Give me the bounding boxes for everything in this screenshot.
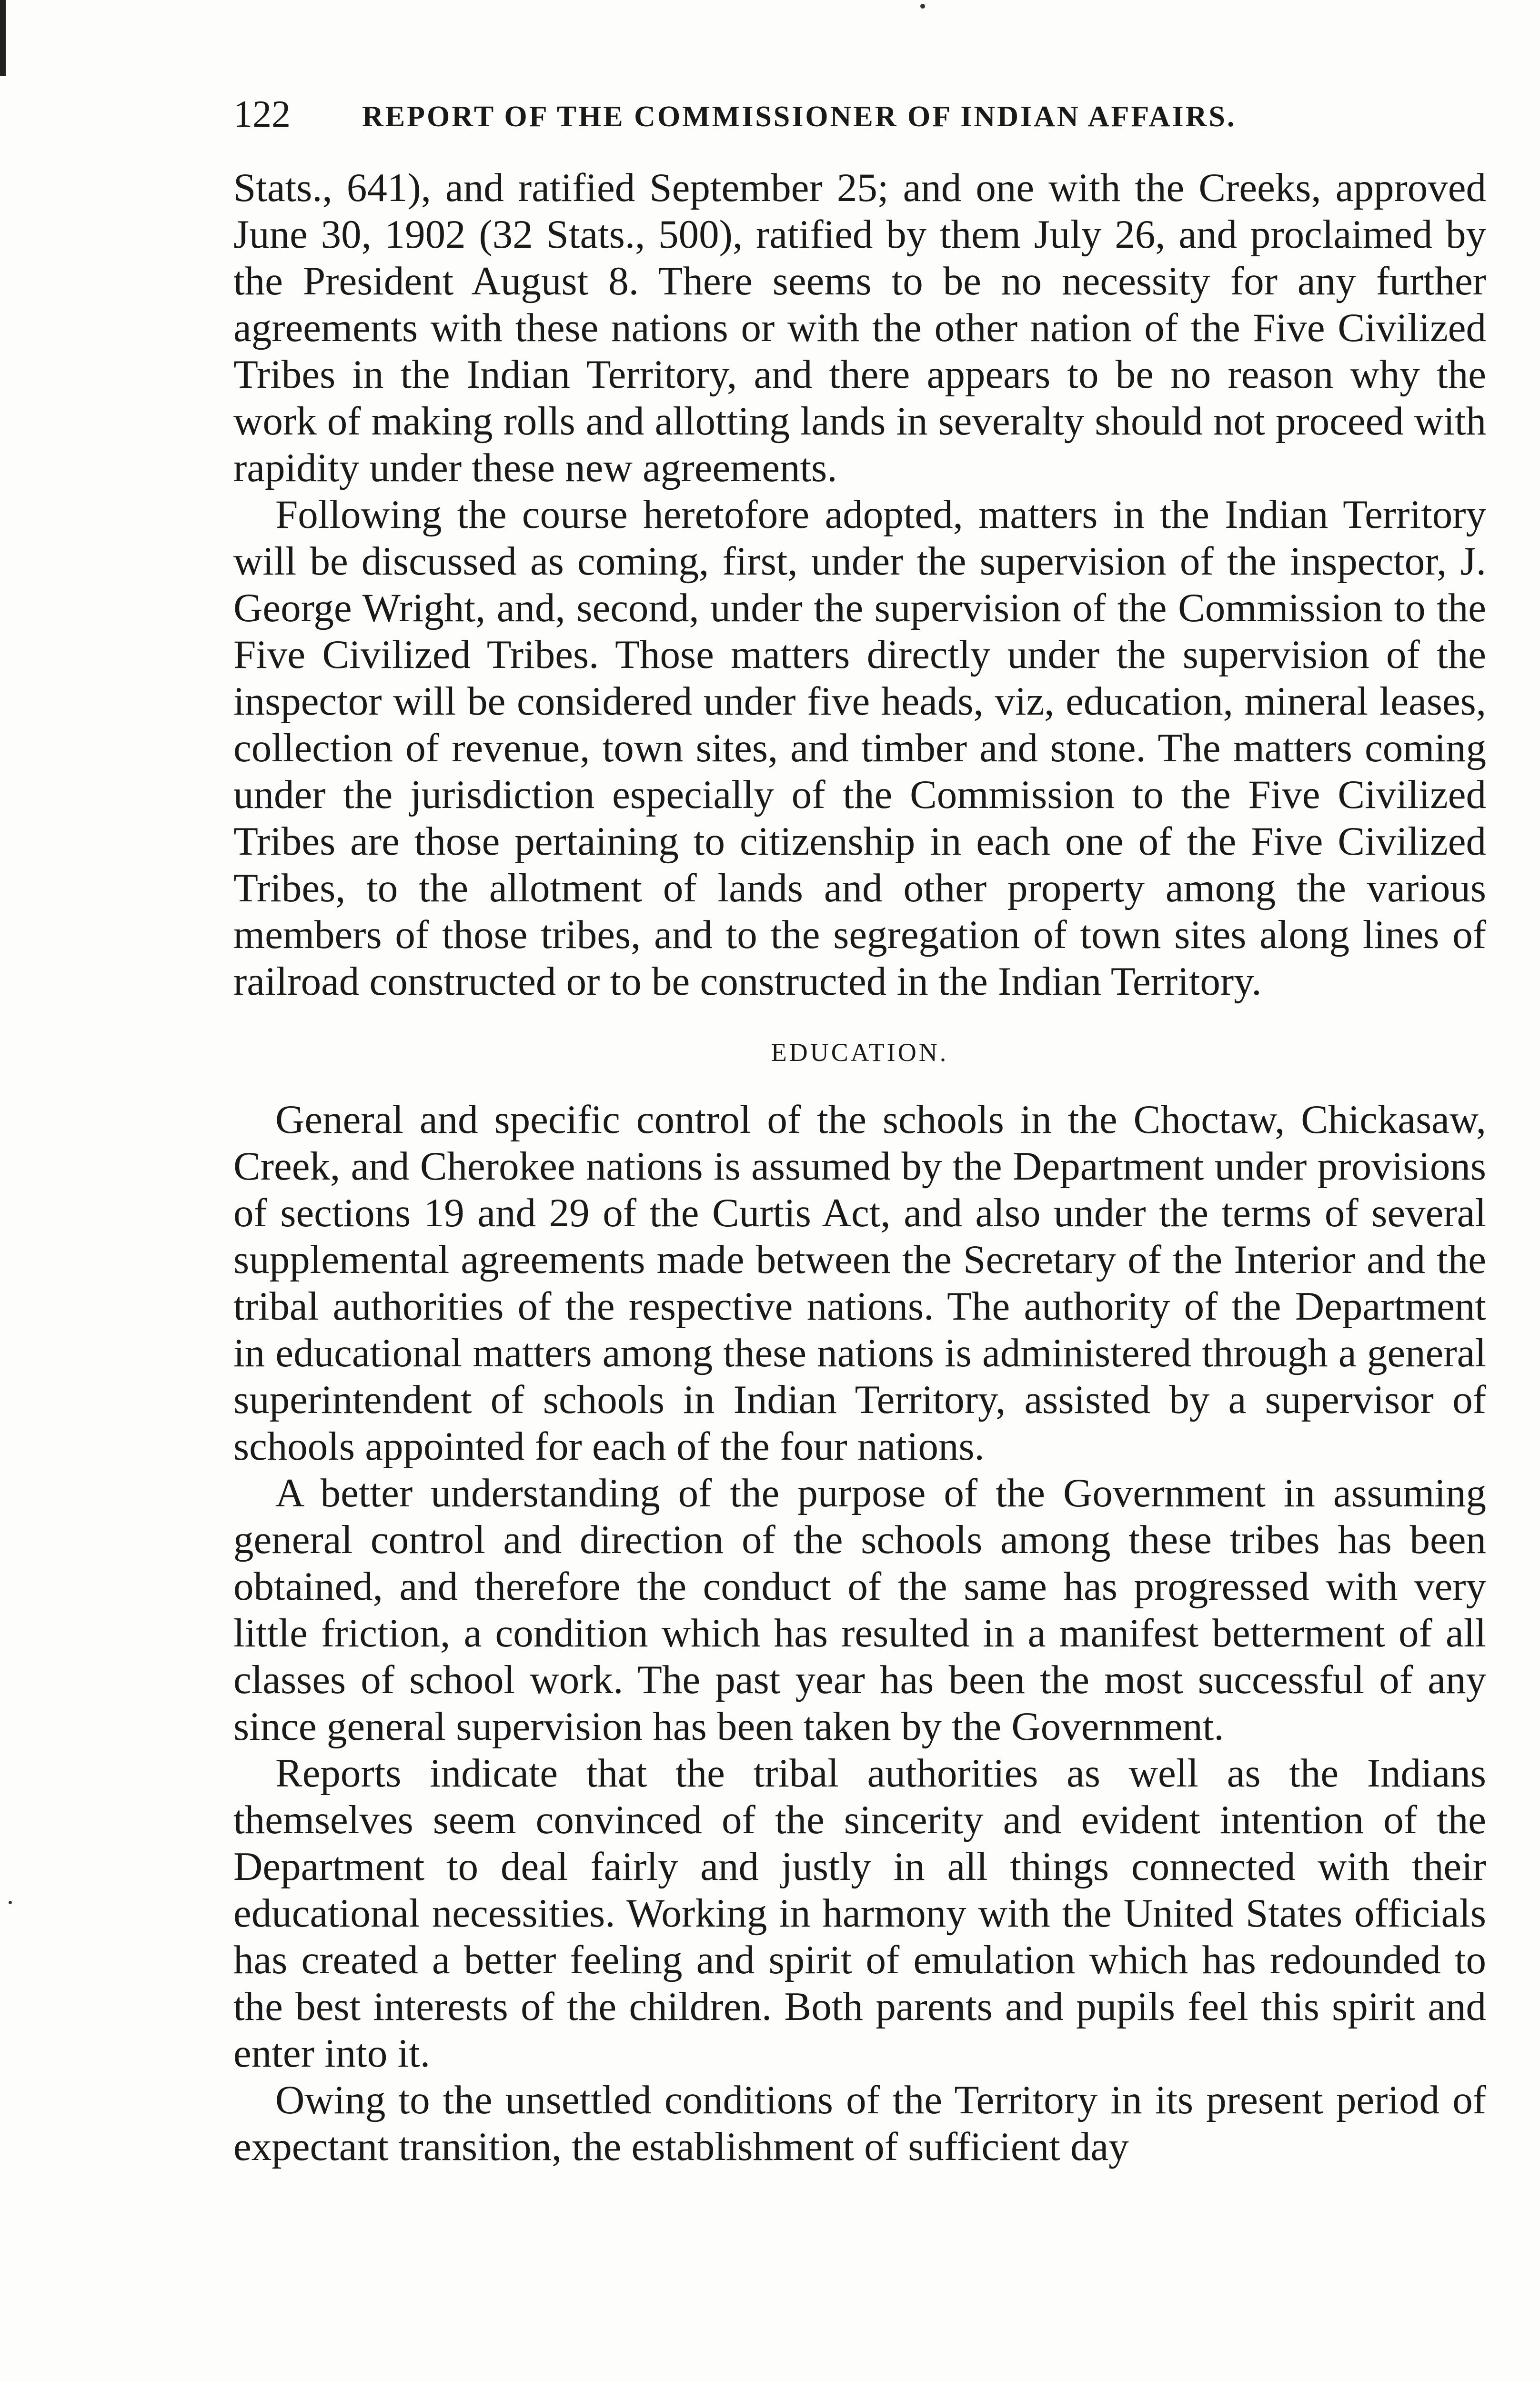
paragraph-continued: Stats., 641), and ratified September 25; and one with the Creeks, approved June 30, 1902 (32 Stats., 500), ratified by them July 26, and proclaimed by the President August 8. There seems to be no necessity for any further agreements with these nations or with the other nation of the Five Civilized Tribes in the Indian Territory, and there appears to be no reason why the work of making rolls and allotting lands in severalty should not proceed with rapidity under these new agreements. <box>233 165 1486 490</box>
section-heading-education: EDUCATION. <box>771 1038 949 1067</box>
page-edge-mark <box>0 0 6 76</box>
running-header <box>233 86 1396 143</box>
page-number: 122 <box>233 93 291 135</box>
paragraph-education-control: General and specific control of the schools in the Choctaw, Chickasaw, Creek, and Cherokee nations is assumed by the Department under provisions of sections 19 and 29 of the Curtis Act, and also under the terms of several supplemental agreements made between the Secretary of the Interior and the tribal authorities of the respective nations. The authority of the Department in educational matters among these nations is administered through a general superintendent of schools in Indian Territory, assisted by a supervisor of schools appointed for each of the four nations. <box>233 1097 1486 1469</box>
paragraph-better-understanding: A better understanding of the purpose of the Government in assuming general control and direction of the schools among these tribes has been obtained, and therefore the conduct of the same has progressed with very little friction, a condition which has resulted in a manifest betterment of all classes of school work. The past year has been the most successful of any since general supervision has been taken by the Government. <box>233 1471 1486 1749</box>
paragraph-unsettled-conditions: Owing to the unsettled conditions of the Territory in its present period of expectant transition, the establishment of sufficient day <box>233 2078 1486 2169</box>
paragraph-matters-overview: Following the course heretofore adopted, matters in the Indian Territory will be discussed as coming, first, under the supervision of the inspector, J. George Wright, and, second, under the supervision of the Commission to the Five Civilized Tribes. Those matters directly under the supervision of the inspector will be considered under five heads, viz, education, mineral leases, collection of revenue, town sites, and timber and stone. The matters coming under the jurisdiction especially of the Commission to the Five Civilized Tribes are those pertaining to citizenship in each one of the Five Civilized Tribes, to the allotment of lands and other property among the various members of those tribes, and to the segregation of town sites along lines of railroad constructed or to be constructed in the Indian Territory. <box>233 492 1486 1004</box>
page-body <box>233 164 1486 2170</box>
paragraph-reports-indicate: Reports indicate that the tribal authorities as well as the Indians themselves seem convinced of the sincerity and evident intention of the Department to deal fairly and justly in all things connected with their educational necessities. Working in harmony with the United States officials has created a better feeling and spirit of emulation which has redounded to the best interests of the children. Both parents and pupils feel this spirit and enter into it. <box>233 1751 1486 2076</box>
ink-speck <box>920 4 925 9</box>
ink-speck <box>9 1901 12 1904</box>
running-head-title: REPORT OF THE COMMISSIONER OF INDIAN AFFAIRS. <box>362 101 1237 133</box>
